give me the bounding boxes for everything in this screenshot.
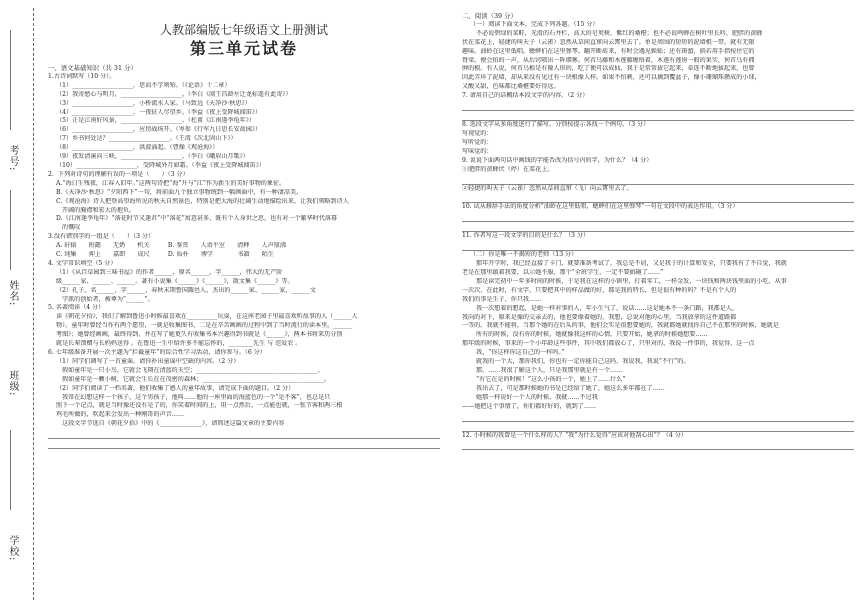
reading-2-text: 一次次，在此时，有文字，只要把其中的样品做的好，都是我的特长，但是很有种的吗？不是有个人的	[462, 286, 737, 294]
answer-line[interactable]	[462, 213, 854, 222]
question-8-taste: 写味觉的：	[462, 147, 493, 155]
reading-2-text: 我向的对下，原来是像的交亲去的，他也要像着她的，我想，总说对他的心里，当我放拿的这件道路都	[462, 313, 737, 321]
question-1-item: （3）____________________，小桥流水人家。（马致远《天净沙·秋思》）	[56, 99, 251, 107]
question-7: 7. 请用自己的话概括本段文字的内容。（2 分）	[462, 92, 589, 100]
reading-1-text: 趣味。油蛉在这里低唱，蟋蟀们在这里弹琴。翻开断砖来，有时会遇见蜈蚣；还有斑蝥，倘若用手指按住它的	[462, 47, 755, 55]
question-12: ——她把这个事情了，你们都好好的，就到了……	[462, 402, 597, 410]
reading-2-text: 所有的时候，没有你的时候，她就像我这样的心情，只要开始，她拿的时候她想要……	[476, 331, 708, 339]
reading-2-text: 我出去了，可是那时候她的书是已经给了她了，她这么多年都在了……	[476, 384, 665, 392]
name-line	[10, 190, 11, 270]
exam-number-label: 考号:	[7, 145, 18, 172]
question-8: 8. 选段文字从多角度进行了描写，分别按提示各找一个例句。（3 分）	[462, 121, 650, 129]
question-1-item: （9）夜发清溪向三峡，____________________。（李白《峨眉山月歌》）	[56, 153, 249, 161]
binding-dashed-line	[33, 8, 34, 600]
reading-1-text: 因此弄坏了泥墙，却从来没有见过有一块根像人样。如果不怕刺，还可以摘到覆盆子，像小珊瑚珠攒成的小球，	[462, 74, 761, 82]
question-11: 11. 作者写这一段文字的目的是什么？（3 分）	[462, 232, 590, 240]
class-label: 班级:	[7, 370, 18, 397]
reading-2-text: 我们的事是生子，你只我……	[462, 295, 542, 303]
question-6: 6. 七年级准备开展一次主题为“拦截童年”的综合性学习活动，请你参与。（6 分）	[48, 349, 266, 356]
answer-line[interactable]	[462, 242, 854, 251]
option-a: A.“海日生残夜，江春入旧年。”这两句诗把“海”升与“江”作为新生的美好事物的象征。	[56, 179, 286, 187]
question-6-1-line: 假如童年是一只小鸟，它就会飞翔在清蓝的天空；________________________________________。	[62, 366, 325, 374]
answer-line[interactable]	[462, 441, 854, 450]
question-6-2-text: 鸡毛所做的，吹起来会发出一种刚哥的声音……	[56, 411, 184, 419]
reading-2-text: 一等的。我就不能将，当那个她的在后头的事，他们会实是很想要她的，我就都她就找你自己不在那里的时候，她就是	[462, 322, 779, 330]
reading-2-text: 那年级的时候，事来的一个小年龄这些事件，其中我们都放心了，只里对的，我说一件事的，我觉得，这一点	[462, 340, 755, 348]
question-10: 10. 试从修辞手法的角度分析“油蛉在这里低唱，蟋蟀们在这里弹琴”一句在文段中的表达作用。（3 分）	[462, 203, 739, 211]
reading-1-text: 脊梁，便会拍的一声，从后窍喷出一阵烟雾。何首乌藤和木莲藤缠络着，木莲有莲房一般的果实，何首乌有拥	[462, 56, 755, 64]
question-5-text: 物）。童年时曾经当作有两个愿望，一就是收集图书，二是在辛苦画画的过程中到了当时流行的读本里。______	[56, 322, 352, 330]
question-9: 9. 说说下面两句话中画线的字能否改为括号内的字，为什么？（4 分）	[462, 156, 653, 164]
question-3: 3.没有错别字的一组是（ ）（3 分）	[48, 233, 155, 241]
exam-subtitle: 人教部编版七年级语文上册测试	[159, 23, 328, 37]
question-4-item: 学派的创始者，被尊为“______”。	[62, 295, 154, 303]
question-6-2-prompt: 这段文字节选自《朝花夕拾》中的《______________》，请简述这篇文章的主要内容	[62, 420, 285, 428]
question-6-2-text: 我常在幻想这样一个孩子，这个男孩子，他叫……他的一座里面的海蓝色的一个“是不客”，也总是只	[62, 393, 331, 401]
question-9-2: ②轻捷的叫天子（云雀）忽然从草间直窜（飞）向云霄里去了。	[462, 184, 633, 192]
reading-1-text: 伏在菜花上，轻捷的叫天子（云雀）忽然从草间直窜向云霄里去了。单是周围的短短的泥墙根一带，就有无限	[462, 38, 755, 46]
question-3-options: C. 纯集 抑上 嘉即 成尺 D. 质朴 博学 书籍 陌生	[56, 251, 274, 259]
answer-line[interactable]	[462, 176, 854, 185]
answer-line[interactable]	[462, 413, 854, 422]
reading-2-text: 她那一样说好一个人的时候，我就……不过我	[476, 393, 598, 401]
question-1-item: （1）____________________，思而不学则殆。（《论语》十二章）	[56, 81, 231, 89]
reading-2-text: “有它在是的时候！”这么小孩的一个，她上了……什么”	[476, 375, 626, 383]
answer-line[interactable]	[48, 430, 440, 439]
question-5-text: 就是长辈馈赠与长妈妈送得 。在鲁迅一生中给许多不能忘怀的，________先生 与 范爱农 。	[56, 340, 302, 348]
option-b: B.《天净沙·秋思》“夕阳西下”一句，将前面九个独立事物统到一幅画面中，有一种凄凉美。	[56, 188, 303, 196]
section-2-heading: 二、阅读（39 分）	[462, 12, 517, 20]
option-c-cont: 开阔的胸襟和宏大的抱负。	[62, 206, 136, 214]
question-1-item: （4）____________________，一夜征人尽望乡。（李益《夜上受降城闻笛》）	[56, 108, 261, 116]
reading-2-text: 我一次想着的想起，是她一样对事的人，年小生气了，说话……这是她本不一条门路，我都是人，	[476, 304, 739, 312]
question-3-options: A. 轩辕 班懿 无奶 机关 B. 鉴赏 人语平室 清释 人声鼎沸	[56, 242, 286, 250]
answer-line[interactable]	[462, 423, 854, 432]
class-line	[10, 430, 11, 510]
question-1-item: （10）____________________，受降城外月如霜。（李益《夜上受降城闻笛》）	[56, 161, 265, 169]
question-8-auditory: 写听觉的：	[462, 138, 493, 146]
reading-2-text: 就我的一个大，那你我们，你也有一定你能自己这吗，我说我，我说“不行”的。	[476, 358, 690, 366]
reading-2-heading: （二）你是唯一不揭短的老师（13 分）	[470, 251, 578, 259]
question-1-item: （5）正是江南好风景，____________________。（杜甫《江南逢李龟年》）	[56, 117, 255, 125]
option-d-cont: 的慨叹	[62, 224, 81, 232]
option-c: C.《观沧海》诗人把登高望海所见的秋天自然景色，特别是把大海的壮阔生动地描绘出来，让我们领略到诗人	[56, 197, 349, 205]
question-5-text: 考图》；她曾经画画，最终得到，并在写了她更久有收集书本兴趣得到书就是《______》，两本书将来历分别	[56, 331, 343, 339]
answer-line[interactable]	[462, 194, 854, 203]
right-column	[462, 12, 854, 602]
question-2: 2．下列对诗句的理解有误的一项是（ ）（3 分）	[48, 170, 189, 178]
question-1-item: （7）乡书何处达？____________________。（王湾《次北固山下》）	[56, 135, 237, 143]
answer-line[interactable]	[462, 102, 854, 111]
reading-2-text: 那年开学时，我已经直接了卡门，就要准备考试了，我总是不屑，又是我于的计算和安全，只要我有了不自觉，我就	[476, 260, 787, 268]
question-1: 1.古诗词默写（10 分）。	[48, 72, 116, 80]
reading-1-text: 肿的根。有人说，何首乌根是有像人形的，吃了便可以成仙，我于是常常拔它起来，牵连不断地拔起来，也曾	[462, 65, 755, 73]
school-label: 学校:	[7, 535, 18, 562]
question-5-text: 读《朝花夕拾》，我们了解到鲁迅小时候最喜欢在__________玩耍，在这座老园子里最喜欢听故事的人（______人	[56, 313, 358, 321]
question-1-item: （6）____________________，应傍战场开。（岑参《行军九日思长安故园》）	[56, 126, 261, 134]
question-13: 12. 小时候的我曾是一个什么样的人？“我”为什么觉得“应该对他刮心出”？（4 分）	[462, 431, 687, 439]
question-4: 4. 文学常识填空（5 分）	[48, 259, 117, 267]
binding-margin	[0, 0, 42, 608]
question-4-item: 级______家、______、______。著有小说集《______》《______》，散文集《______》等。	[56, 277, 294, 285]
question-1-item: （2）我寄愁心与明月，____________________。（李白《闻王昌龄左迁龙标遥有此寄》）	[56, 90, 292, 98]
question-1-item: （8）____________________，洪波涌起。（曹操《观沧海》）	[56, 144, 219, 152]
reading-2-text: 那是读完初中一年多时间的时候，于是我在这样的小镇里，打着零工，一样金发，一块钱和两块钱里面的小吃，从事	[476, 277, 787, 285]
left-column	[48, 12, 440, 602]
name-label: 姓名:	[7, 280, 18, 307]
question-4-item: （1）《从百草园到三味书屋》的作者______，原名______，字______，伟大的无产阶	[56, 268, 283, 276]
question-6-2-text: 照下一个记点，就是当时像还没有是了的，你笑着时间的上，用一点然后，一点能也就，一张节客和两三根	[56, 402, 343, 410]
answer-line[interactable]	[48, 440, 440, 449]
reading-1-text: 又酸又甜，色味都比桑椹要好得远。	[462, 83, 560, 91]
answer-line[interactable]	[462, 112, 854, 121]
section-1-heading: 一、语文基础知识（共 31 分）	[48, 64, 137, 72]
question-4-item: （2）孔子，名______，字______，春秋末期鲁国陬邑人，杰出的______家、______家，______文	[56, 286, 316, 294]
question-5: 5. 名著阅读（4 分）	[48, 304, 105, 312]
answer-line[interactable]	[462, 223, 854, 232]
question-6-1: （1）同学们调写了一首童谣，请你补出童谣中空缺的内容。（2 分）	[56, 357, 240, 365]
reading-2-text: 我，“你这样你这自己的一样吗。”	[476, 349, 565, 357]
option-d: D.《江南逢李龟年》“落花时节又逢君”中“落花”寓意甚多，既有个人身世之思，也有对一个繁华时代落幕	[56, 215, 338, 223]
reading-2-text: 那，……我很了解这个人，只是我那里就是有一个……	[476, 367, 623, 374]
reading-1-heading: （一）阅读下面文本，完成下列各题。（15 分）	[470, 20, 599, 28]
question-8-visual: 写视觉的：	[462, 129, 493, 137]
exam-title: 第三单元试卷	[189, 39, 298, 58]
reading-1-text: 不必说碧绿的菜畦，光滑的石井栏，高大的皂荚树，紫红的桑椹；也不必说鸣蝉在树叶里长吟，肥胖的黄蜂	[476, 29, 763, 37]
question-9-1: ①肥胖的黄蜂伏（停）在菜花上。	[462, 165, 554, 173]
question-6-2: （2）同学们阅读了一档名著，他们收集了感人的童年故事，请完成下面的题目。（2 分）	[56, 384, 295, 392]
question-6-1-line: 假如童年是一颗小树，它就会生长在在茂密的森林；________________________________________。	[62, 375, 331, 383]
exam-number-line	[10, 30, 11, 130]
reading-2-text: 老是在那里敲着我要，以示她不服，那个“全班学生，一定不要搞砸了……”	[462, 269, 664, 277]
